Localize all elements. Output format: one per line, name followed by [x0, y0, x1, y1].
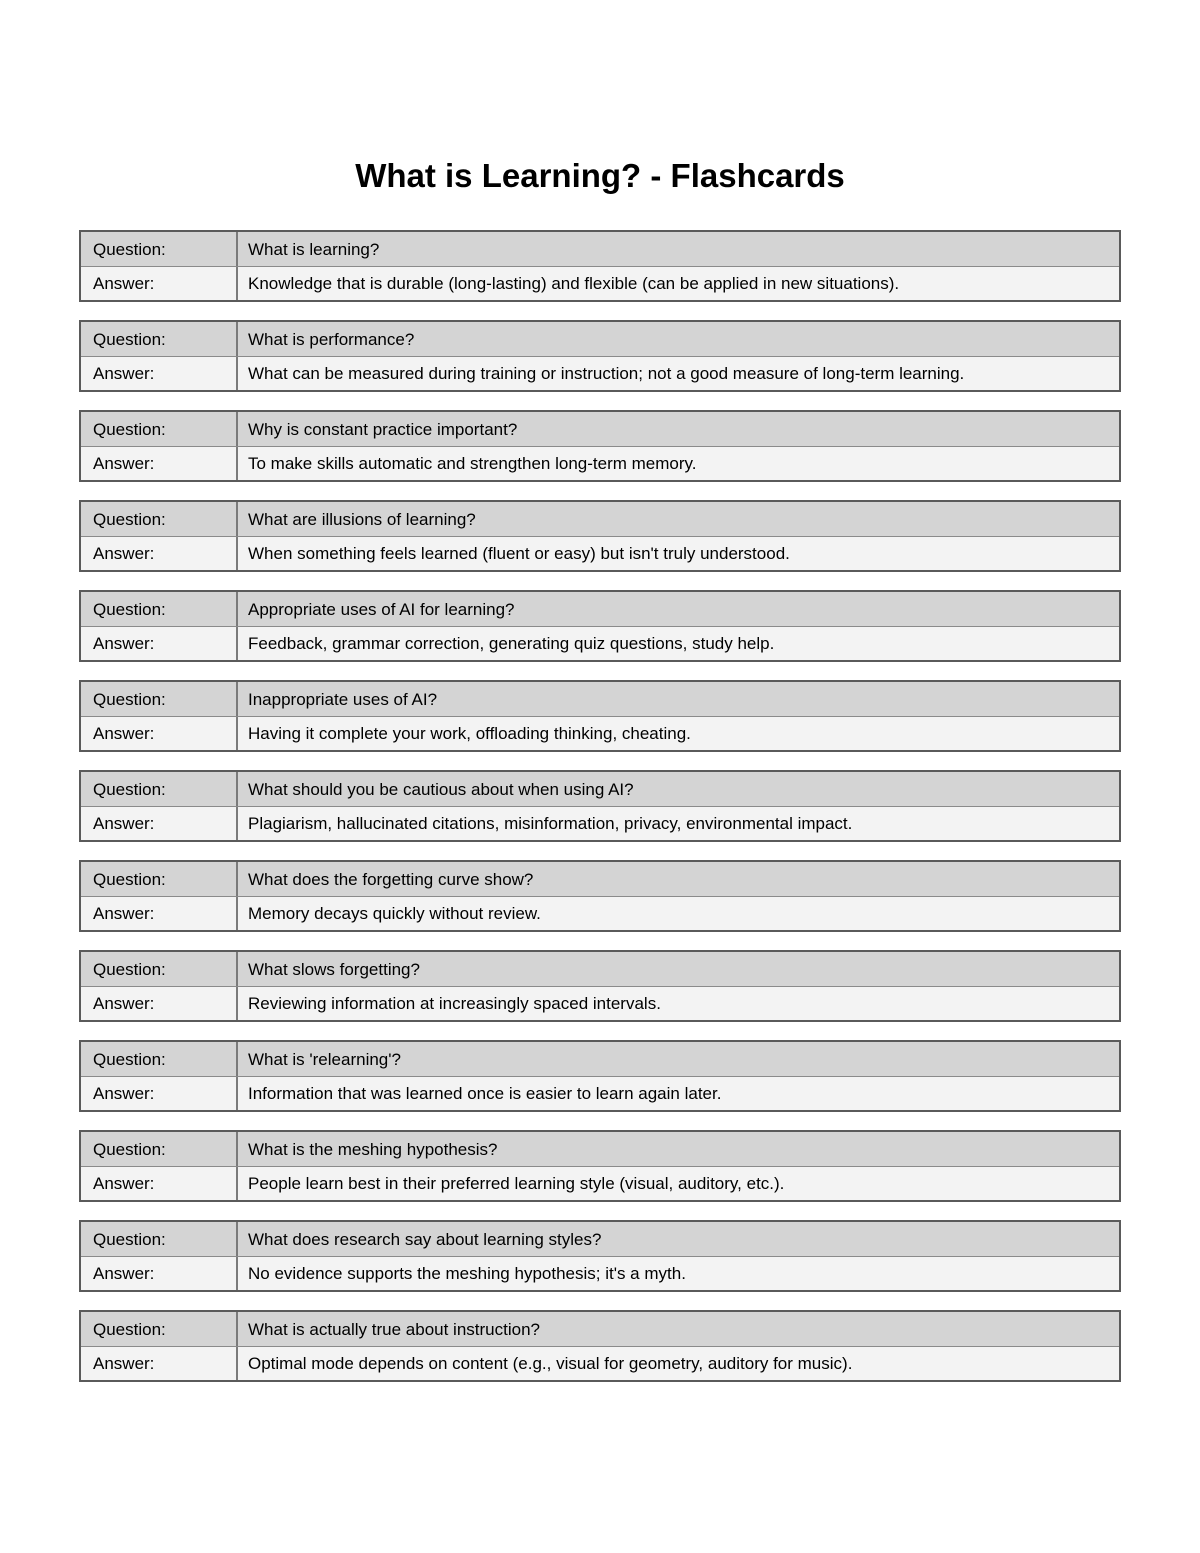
- question-label: Question:: [81, 682, 238, 716]
- question-row: [81, 232, 1119, 267]
- question-row: [81, 322, 1119, 357]
- flashcard: [79, 1040, 1121, 1112]
- answer-text: What can be measured during training or instruction; not a good measure of long-term learning.: [248, 364, 965, 383]
- answer-row: [81, 1347, 1119, 1380]
- question-text: Inappropriate uses of AI?: [248, 690, 438, 709]
- question-row: [81, 862, 1119, 897]
- question-row: [81, 1132, 1119, 1167]
- answer-row: [81, 627, 1119, 660]
- page-title: What is Learning? - Flashcards: [355, 157, 845, 194]
- question-row: [81, 1042, 1119, 1077]
- flashcard-list: [79, 230, 1121, 1400]
- answer-row: [81, 357, 1119, 390]
- question-label: Question:: [81, 862, 238, 896]
- flashcard: [79, 1310, 1121, 1382]
- answer-label: Answer:: [81, 1347, 238, 1380]
- question-text: What is the meshing hypothesis?: [248, 1140, 498, 1159]
- answer-row: [81, 1257, 1119, 1290]
- question-label: Question:: [81, 592, 238, 626]
- question-text: Why is constant practice important?: [248, 420, 518, 439]
- answer-text: Having it complete your work, offloading thinking, cheating.: [248, 724, 691, 743]
- answer-label: Answer:: [81, 897, 238, 930]
- question-text: What is learning?: [248, 240, 380, 259]
- question-row: [81, 592, 1119, 627]
- answer-label: Answer:: [81, 987, 238, 1020]
- answer-label: Answer:: [81, 1077, 238, 1110]
- question-text: What should you be cautious about when using AI?: [248, 780, 634, 799]
- answer-text: People learn best in their preferred learning style (visual, auditory, etc.).: [248, 1174, 785, 1193]
- answer-text: Information that was learned once is easier to learn again later.: [248, 1084, 722, 1103]
- answer-text: Reviewing information at increasingly spaced intervals.: [248, 994, 661, 1013]
- question-row: [81, 952, 1119, 987]
- answer-text: When something feels learned (fluent or easy) but isn't truly understood.: [248, 544, 790, 563]
- question-label: Question:: [81, 232, 238, 266]
- question-row: [81, 412, 1119, 447]
- question-label: Question:: [81, 1312, 238, 1346]
- answer-row: [81, 1167, 1119, 1200]
- answer-text: Optimal mode depends on content (e.g., visual for geometry, auditory for music).: [248, 1354, 853, 1373]
- question-text: What is performance?: [248, 330, 415, 349]
- flashcard: [79, 590, 1121, 662]
- flashcard: [79, 1220, 1121, 1292]
- question-label: Question:: [81, 412, 238, 446]
- question-text: What slows forgetting?: [248, 960, 420, 979]
- question-row: [81, 682, 1119, 717]
- answer-label: Answer:: [81, 1167, 238, 1200]
- question-text: What is actually true about instruction?: [248, 1320, 540, 1339]
- answer-text: No evidence supports the meshing hypothesis; it's a myth.: [248, 1264, 686, 1283]
- answer-text: To make skills automatic and strengthen long-term memory.: [248, 454, 697, 473]
- answer-row: [81, 1077, 1119, 1110]
- answer-row: [81, 447, 1119, 480]
- answer-row: [81, 807, 1119, 840]
- question-text: Appropriate uses of AI for learning?: [248, 600, 515, 619]
- answer-row: [81, 987, 1119, 1020]
- answer-label: Answer:: [81, 537, 238, 570]
- flashcard: [79, 860, 1121, 932]
- answer-row: [81, 537, 1119, 570]
- flashcard: [79, 500, 1121, 572]
- answer-text: Memory decays quickly without review.: [248, 904, 541, 923]
- question-label: Question:: [81, 1222, 238, 1256]
- answer-label: Answer:: [81, 807, 238, 840]
- flashcard: [79, 410, 1121, 482]
- question-row: [81, 502, 1119, 537]
- answer-text: Feedback, grammar correction, generating quiz questions, study help.: [248, 634, 775, 653]
- question-label: Question:: [81, 502, 238, 536]
- answer-row: [81, 897, 1119, 930]
- question-text: What does research say about learning styles?: [248, 1230, 602, 1249]
- question-text: What does the forgetting curve show?: [248, 870, 534, 889]
- answer-label: Answer:: [81, 717, 238, 750]
- question-row: [81, 1222, 1119, 1257]
- answer-label: Answer:: [81, 1257, 238, 1290]
- question-label: Question:: [81, 1132, 238, 1166]
- answer-row: [81, 267, 1119, 300]
- flashcard: [79, 680, 1121, 752]
- flashcard: [79, 1130, 1121, 1202]
- question-row: [81, 1312, 1119, 1347]
- answer-label: Answer:: [81, 267, 238, 300]
- question-text: What is 'relearning'?: [248, 1050, 401, 1069]
- question-row: [81, 772, 1119, 807]
- question-label: Question:: [81, 952, 238, 986]
- answer-row: [81, 717, 1119, 750]
- question-label: Question:: [81, 322, 238, 356]
- answer-label: Answer:: [81, 627, 238, 660]
- flashcard: [79, 230, 1121, 302]
- question-label: Question:: [81, 772, 238, 806]
- flashcard: [79, 320, 1121, 392]
- answer-label: Answer:: [81, 447, 238, 480]
- answer-text: Plagiarism, hallucinated citations, misinformation, privacy, environmental impact.: [248, 814, 853, 833]
- question-label: Question:: [81, 1042, 238, 1076]
- question-text: What are illusions of learning?: [248, 510, 476, 529]
- answer-text: Knowledge that is durable (long-lasting) and flexible (can be applied in new situations).: [248, 274, 900, 293]
- answer-label: Answer:: [81, 357, 238, 390]
- flashcard: [79, 770, 1121, 842]
- flashcard: [79, 950, 1121, 1022]
